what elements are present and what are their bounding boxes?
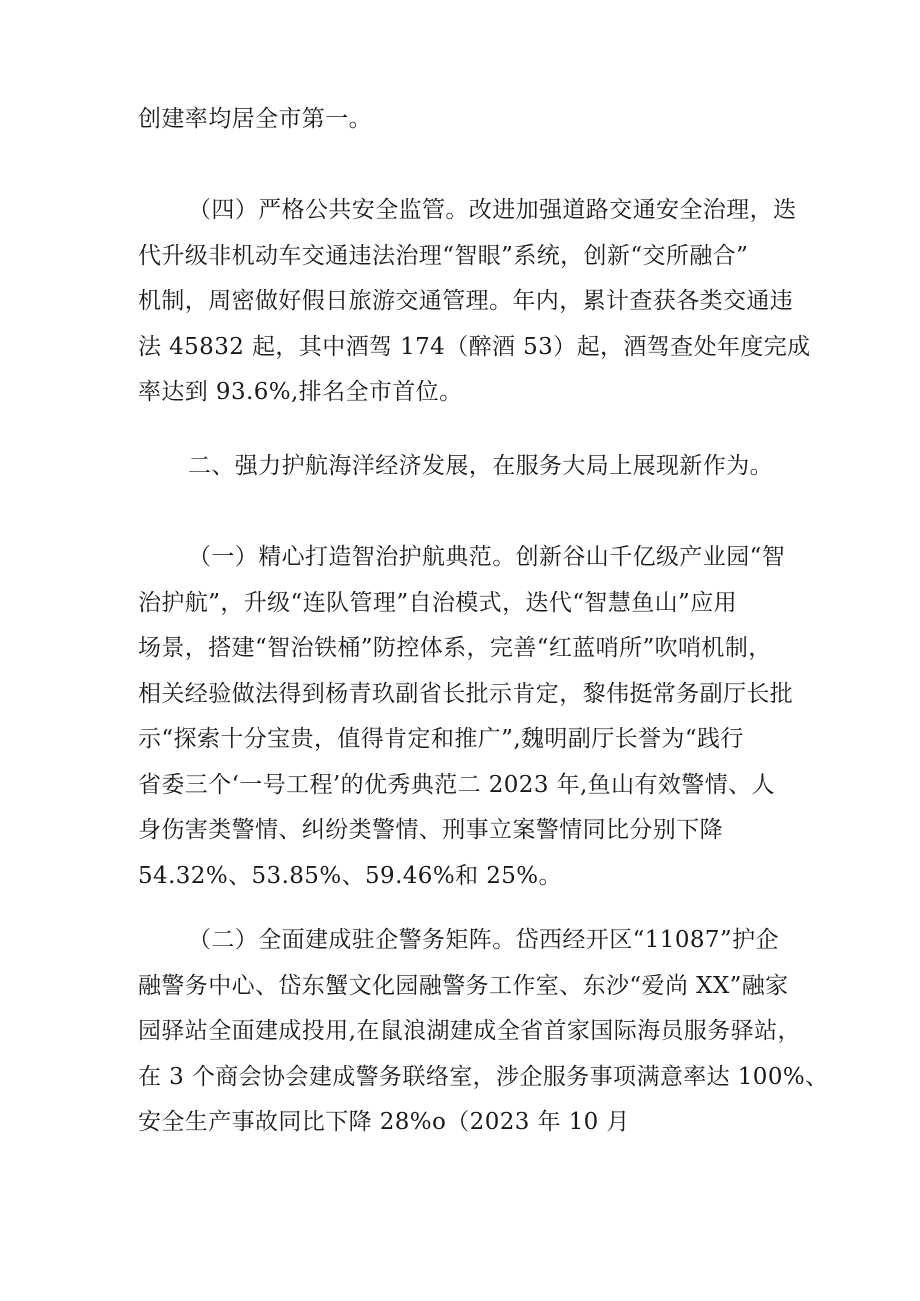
text-line: 率达到 93.6%,排名全市首位。 [138, 379, 463, 405]
text-line: （四）严格公共安全监管。改进加强道路交通安全治理，迭 [188, 197, 797, 223]
text-line: （二）全面建成驻企警务矩阵。岱西经开区“11087”护企 [188, 927, 779, 953]
paragraph-smart-governance [138, 535, 794, 899]
text-line: 安全生产事故同比下降 28%o（2023 年 10 月 [138, 1109, 630, 1135]
text-line: 园驿站全面建成投用,在鼠浪湖建成全省首家国际海员服务驿站， [138, 1018, 801, 1044]
text-line: 省委三个‘一号工程’的优秀典范二 2023 年,鱼山有效警情、人 [138, 771, 775, 798]
section-heading [138, 444, 788, 490]
text-line: 融警务中心、岱东蟹文化园融警务工作室、东沙“爱尚 XX”融家 [138, 972, 789, 999]
text-line: 身伤害类警情、纠纷类警情、刑事立案警情同比分别下降 [138, 817, 723, 843]
paragraph-public-safety [138, 188, 811, 416]
text-line: 机制，周密做好假日旅游交通管理。年内，累计查获各类交通违 [138, 288, 794, 314]
text-line: （一）精心打造智治护航典范。创新谷山千亿级产业园“智 [188, 544, 786, 570]
text-line: 在 3 个商会协会建成警务联络室，涉企服务事项满意率达 100%、 [138, 1063, 829, 1090]
text-line: 代升级非机动车交通违法治理“智眼”系统，创新“交所融合” [138, 242, 749, 269]
text-line: 54.32%、53.85%、59.46%和 25%。 [138, 862, 562, 889]
paragraph-continuation [138, 97, 788, 143]
text-line: 法 45832 起，其中酒驾 174（醉酒 53）起，酒驾查处年度完成 [138, 333, 811, 360]
text-line: 相关经验做法得到杨青玖副省长批示肯定，黎伟挺常务副厅长批 [138, 680, 794, 707]
text-line: 治护航”，升级“连队管理”自治模式，迭代“智慧鱼山”应用 [138, 589, 737, 616]
text-line: 创建率均居全市第一。 [138, 106, 372, 132]
text-line: 场景，搭建“智治铁桶”防控体系，完善“红蓝哨所”吹哨机制， [138, 635, 772, 661]
text-line: 示“探索十分宝贵，值得肯定和推广”,魏明副厅长誉为“践行 [138, 726, 744, 752]
paragraph-enterprise-policing [138, 918, 829, 1146]
heading-line: 二、强力护航海洋经济发展，在服务大局上展现新作为。 [188, 453, 773, 479]
